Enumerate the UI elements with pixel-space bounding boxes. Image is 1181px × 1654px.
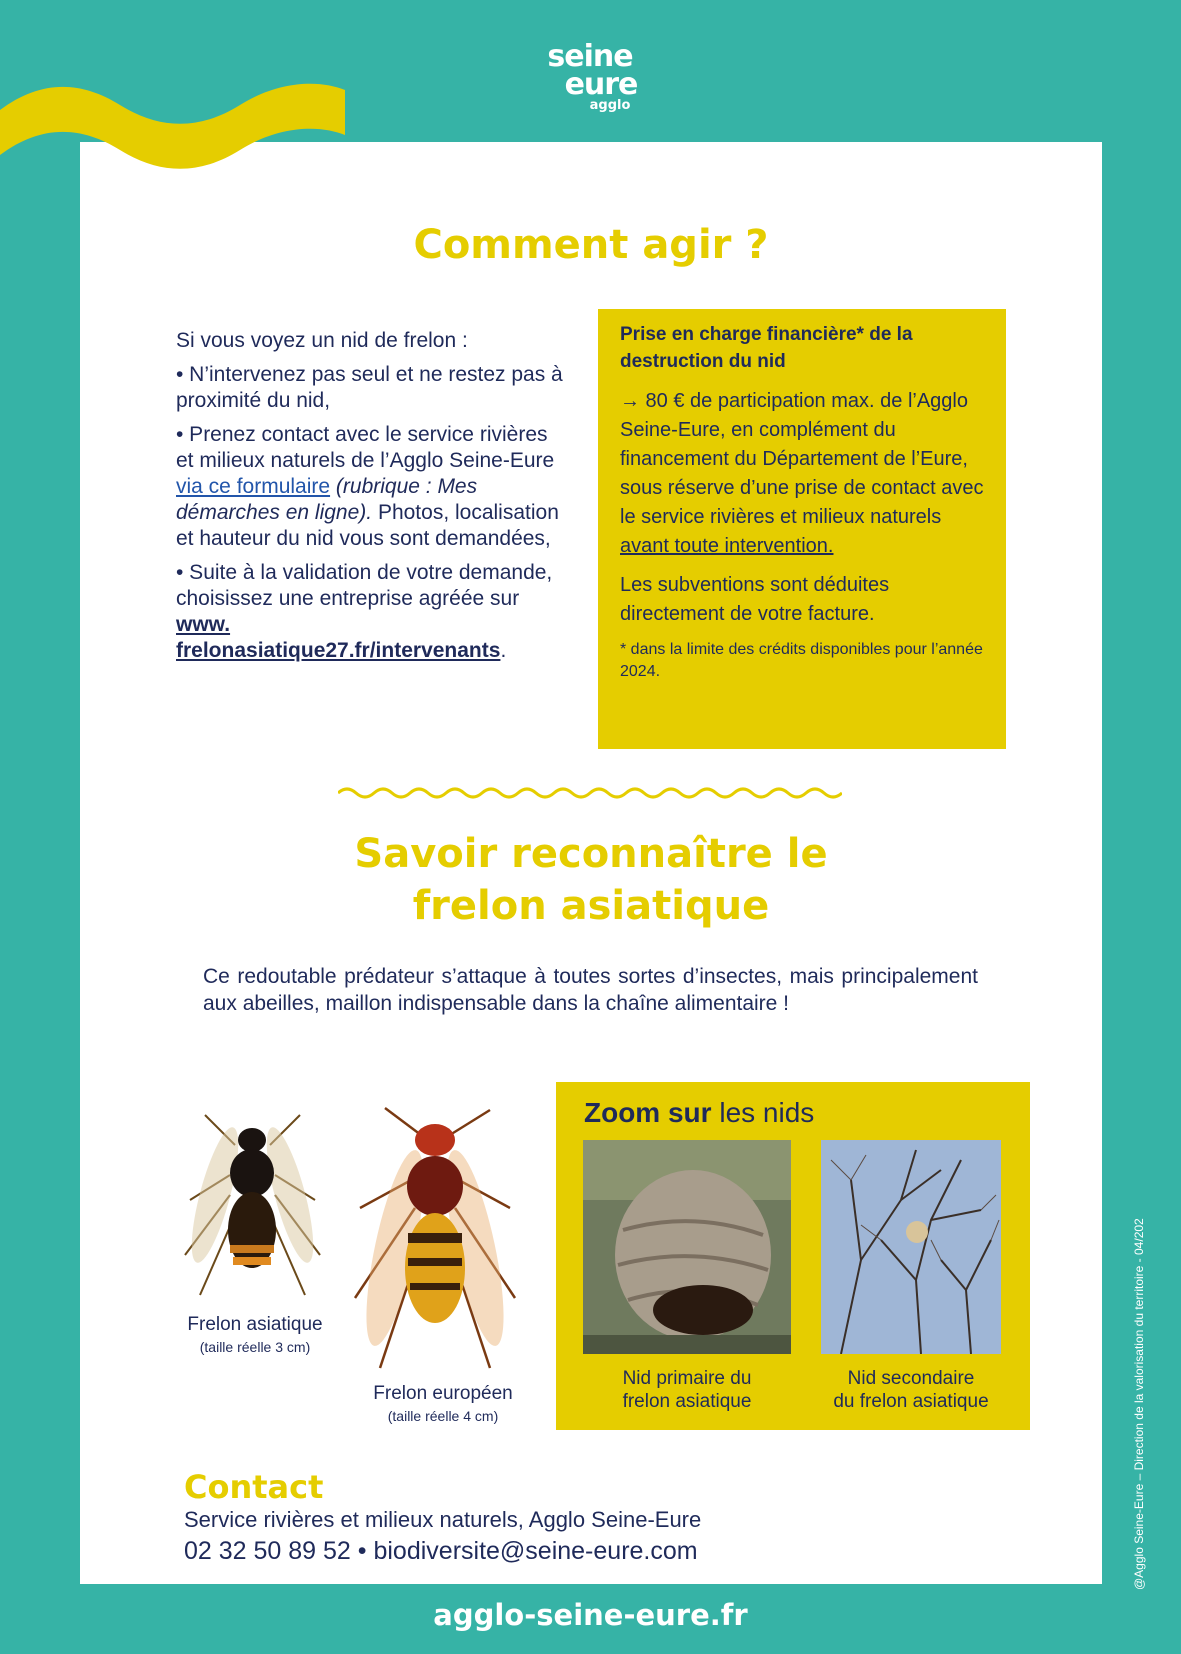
bullet-text: • Suite à la validation de votre demande, choisissez une entreprise agréée sur <box>176 561 553 610</box>
instructions <box>176 328 566 672</box>
secondary-nest-caption <box>806 1367 1016 1413</box>
form-link[interactable]: via ce formulaire <box>176 475 331 498</box>
contact-phone-email[interactable]: 02 32 50 89 52 • biodiversite@seine-eure.com <box>184 1537 698 1565</box>
asian-hornet-size: (taille réelle 3 cm) <box>199 1339 311 1355</box>
seine-eure-logo <box>520 39 660 122</box>
instruction-bullet: • N’intervenez pas seul et ne restez pas à proximité du nid, <box>176 363 563 412</box>
funding-title: Prise en charge financière* de la destruction du nid <box>620 324 913 372</box>
footer-url[interactable]: agglo-seine-eure.fr <box>433 1598 748 1632</box>
secondary-nest-line: du frelon asiatique <box>833 1391 989 1412</box>
header-tab <box>345 0 1102 142</box>
asian-hornet-name: Frelon asiatique <box>187 1314 323 1335</box>
instruction-bullet <box>176 560 566 664</box>
bullet-text: • Prenez contact avec le service rivières et milieux naturels de l’Agglo Seine-Eure <box>176 423 555 472</box>
logo-line2: eure <box>564 67 638 102</box>
credit-text: @Agglo Seine-Eure – Direction de la valorisation du territoire - 04/202 <box>1132 1218 1146 1590</box>
funding-body <box>620 387 984 561</box>
section-title-savoir-reconnaitre <box>80 828 1102 932</box>
logo-line3: agglo <box>589 98 631 113</box>
intervenants-link[interactable]: www. frelonasiatique27.fr/intervenants <box>176 613 501 662</box>
primary-nest-line: Nid primaire du <box>622 1368 752 1389</box>
title-line: frelon asiatique <box>412 883 770 929</box>
instruction-bullet <box>176 422 566 552</box>
bullet-text: Photos, localisation et hauteur du nid vous sont demandées, <box>176 501 559 550</box>
nests-title-bold: Zoom sur <box>584 1097 712 1128</box>
bullet-text: . <box>500 639 507 662</box>
secondary-nest-line: Nid secondaire <box>847 1368 975 1389</box>
funding-body-emphasis: avant toute intervention. <box>620 535 834 557</box>
funding-body-text: → 80 € de participation max. de l’Agglo Seine-Eure, en complément du financement du Département de l’Eure, sous réserve d’une prise de contact avec le service rivières et milieux naturels <box>620 390 984 528</box>
contact-service: Service rivières et milieux naturels, Agglo Seine-Eure <box>184 1507 702 1532</box>
bullet-italic: (rubrique : Mes démarches en ligne). <box>176 475 478 524</box>
predator-intro: Ce redoutable prédateur s’attaque à toutes sortes d’insectes, mais principalement aux abeilles, maillon indispensable dans la chaîne alimentaire ! <box>203 965 978 1015</box>
funding-subsidies: Les subventions sont déduites directement de votre facture. <box>620 574 890 625</box>
primary-nest-caption <box>583 1367 791 1413</box>
primary-nest-line: frelon asiatique <box>622 1391 752 1412</box>
european-hornet-size: (taille réelle 4 cm) <box>387 1408 499 1424</box>
contact-title: Contact <box>184 1468 324 1506</box>
primary-nest-image <box>583 1140 791 1354</box>
european-hornet-caption <box>352 1381 534 1426</box>
decorative-wave <box>0 70 345 185</box>
european-hornet-image <box>340 1098 530 1378</box>
wavy-divider <box>338 785 842 801</box>
funding-note: * dans la limite des crédits disponibles pour l’année 2024. <box>620 641 983 680</box>
funding-box <box>598 309 1006 749</box>
secondary-nest-image <box>821 1140 1001 1354</box>
logo-line1: seine <box>547 39 633 74</box>
asian-hornet-caption <box>160 1312 350 1357</box>
nests-title <box>584 1097 814 1129</box>
european-hornet-name: Frelon européen <box>373 1383 513 1404</box>
instructions-intro: Si vous voyez un nid de frelon : <box>176 329 468 352</box>
nests-title-rest: les nids <box>711 1097 815 1128</box>
section-title-comment-agir: Comment agir ? <box>413 222 769 268</box>
asian-hornet-image <box>175 1105 330 1305</box>
title-line: Savoir reconnaître le <box>354 831 828 877</box>
